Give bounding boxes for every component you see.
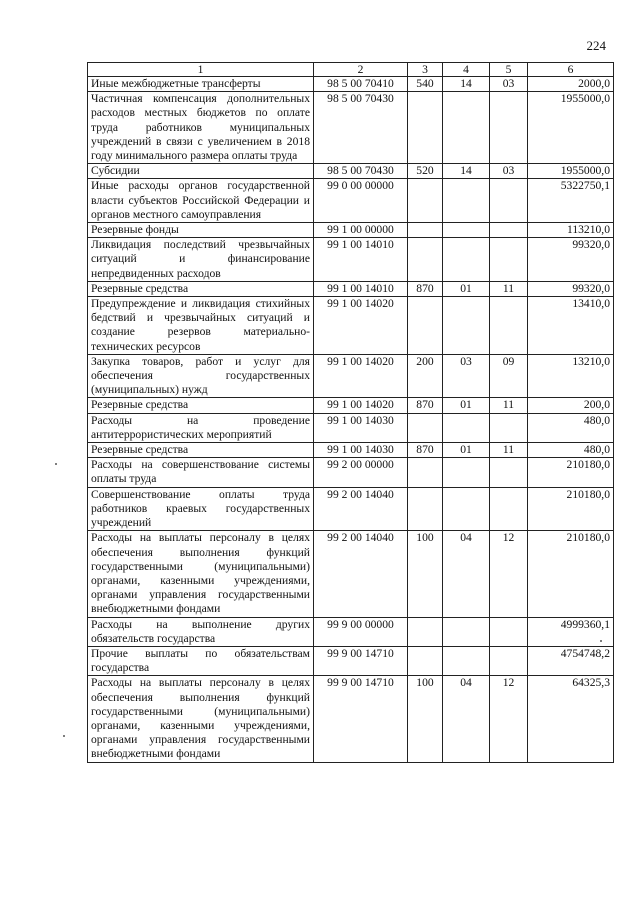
row-col4: 04 [443,531,490,617]
row-col3 [408,179,443,223]
column-header: 3 [408,63,443,77]
row-code: 99 1 00 14030 [314,443,408,458]
column-header: 1 [88,63,314,77]
row-amount: 210180,0 [528,487,614,531]
row-col4 [443,617,490,646]
row-amount: 13410,0 [528,297,614,355]
row-col3: 870 [408,398,443,413]
row-col5 [490,238,528,282]
row-col4 [443,92,490,164]
table-row [88,443,614,458]
row-col3 [408,487,443,531]
table-row [88,617,614,646]
row-amount: 4999360,1 [528,617,614,646]
row-col5 [490,179,528,223]
row-name: Резервные фонды [88,223,314,238]
row-col4: 14 [443,164,490,179]
row-code: 99 0 00 00000 [314,179,408,223]
page-number: 224 [586,38,606,53]
table-row [88,238,614,282]
column-header: 6 [528,63,614,77]
table-row [88,487,614,531]
row-col5: 12 [490,676,528,762]
table-row [88,646,614,675]
row-code: 99 9 00 00000 [314,617,408,646]
row-col3: 870 [408,443,443,458]
row-code: 99 1 00 14030 [314,413,408,442]
row-amount: 64325,3 [528,676,614,762]
table-row [88,458,614,487]
row-code: 99 9 00 14710 [314,646,408,675]
row-amount: 210180,0 [528,531,614,617]
table-row [88,398,614,413]
table-row [88,413,614,442]
table-row [88,297,614,355]
row-col3 [408,223,443,238]
row-col3: 200 [408,354,443,398]
row-col5 [490,413,528,442]
row-name: Расходы на выплаты персоналу в целях обеспечения выполнения функций государственными (муниципальными) органами, казенными учреждениями, органами управления государственными внебюджетными фондами [88,676,314,762]
row-col3: 870 [408,281,443,296]
row-col3: 520 [408,164,443,179]
table-row [88,531,614,617]
row-col3 [408,617,443,646]
row-amount: 210180,0 [528,458,614,487]
row-code: 99 1 00 14010 [314,238,408,282]
row-name: Резервные средства [88,398,314,413]
row-code: 99 2 00 14040 [314,487,408,531]
row-col4 [443,238,490,282]
row-col4 [443,413,490,442]
row-col5: 12 [490,531,528,617]
row-amount: 2000,0 [528,77,614,92]
row-name: Совершенствование оплаты труда работников краевых государственных учреждений [88,487,314,531]
column-header: 2 [314,63,408,77]
row-col5: 11 [490,281,528,296]
table-body [88,77,614,763]
row-code: 99 1 00 14020 [314,398,408,413]
row-col5: 03 [490,77,528,92]
row-col5 [490,617,528,646]
row-name: Расходы на проведение антитеррористических мероприятий [88,413,314,442]
row-name: Ликвидация последствий чрезвычайных ситуаций и финансирование непредвиденных расходов [88,238,314,282]
row-name: Закупка товаров, работ и услуг для обеспечения государственных (муниципальных) нужд [88,354,314,398]
row-code: 99 1 00 14010 [314,281,408,296]
row-amount: 13210,0 [528,354,614,398]
row-code: 99 2 00 00000 [314,458,408,487]
row-code: 98 5 00 70430 [314,92,408,164]
row-col4: 01 [443,398,490,413]
row-code: 98 5 00 70430 [314,164,408,179]
column-header: 5 [490,63,528,77]
table-row [88,354,614,398]
row-name: Расходы на выплаты персоналу в целях обеспечения выполнения функций государственными (муниципальными) органами, казенными учреждениями, органами управления государственными внебюджетными фондами [88,531,314,617]
row-code: 99 1 00 14020 [314,297,408,355]
row-name: Частичная компенсация дополнительных расходов местных бюджетов по оплате труда работников муниципальных учреждений в связи с увеличением в 2018 году минимального размера оплаты труда [88,92,314,164]
row-name: Прочие выплаты по обязательствам государства [88,646,314,675]
row-code: 99 9 00 14710 [314,676,408,762]
row-name: Расходы на совершенствование системы оплаты труда [88,458,314,487]
row-col5 [490,92,528,164]
row-col3 [408,458,443,487]
row-amount: 4754748,2 [528,646,614,675]
column-header: 4 [443,63,490,77]
scan-speck [63,735,65,737]
table-row [88,223,614,238]
row-amount: 480,0 [528,443,614,458]
row-col5: 09 [490,354,528,398]
row-amount: 200,0 [528,398,614,413]
row-col3 [408,646,443,675]
row-code: 99 2 00 14040 [314,531,408,617]
row-amount: 113210,0 [528,223,614,238]
row-amount: 480,0 [528,413,614,442]
table-row [88,676,614,762]
row-col3: 100 [408,676,443,762]
table-row [88,164,614,179]
row-name: Субсидии [88,164,314,179]
row-col5 [490,223,528,238]
header-row [88,63,614,77]
row-col3 [408,92,443,164]
row-col5: 11 [490,443,528,458]
scan-speck [600,640,602,642]
row-col5 [490,458,528,487]
row-col5: 03 [490,164,528,179]
row-name: Иные расходы органов государственной власти субъектов Российской Федерации и органов местного самоуправления [88,179,314,223]
row-col3 [408,297,443,355]
row-amount: 99320,0 [528,281,614,296]
row-col4: 01 [443,281,490,296]
row-col4 [443,646,490,675]
row-col3: 100 [408,531,443,617]
row-amount: 99320,0 [528,238,614,282]
row-col4 [443,179,490,223]
row-col5: 11 [490,398,528,413]
row-col4 [443,458,490,487]
row-code: 99 1 00 00000 [314,223,408,238]
row-col4: 14 [443,77,490,92]
row-amount: 5322750,1 [528,179,614,223]
table-row [88,77,614,92]
row-col4 [443,223,490,238]
row-name: Резервные средства [88,281,314,296]
table-row [88,281,614,296]
row-col5 [490,487,528,531]
row-name: Иные межбюджетные трансферты [88,77,314,92]
table-row [88,92,614,164]
row-name: Предупреждение и ликвидация стихийных бедствий и чрезвычайных ситуаций и создание резервов материально-технических ресурсов [88,297,314,355]
row-col4: 01 [443,443,490,458]
row-code: 98 5 00 70410 [314,77,408,92]
row-col4: 03 [443,354,490,398]
row-col4 [443,297,490,355]
row-col3 [408,413,443,442]
row-code: 99 1 00 14020 [314,354,408,398]
row-amount: 1955000,0 [528,164,614,179]
budget-table [87,62,614,763]
row-col4 [443,487,490,531]
row-name: Резервные средства [88,443,314,458]
row-name: Расходы на выполнение других обязательств государства [88,617,314,646]
table-row [88,179,614,223]
row-col3 [408,238,443,282]
row-amount: 1955000,0 [528,92,614,164]
row-col4: 04 [443,676,490,762]
row-col5 [490,297,528,355]
scan-speck [55,463,57,465]
row-col3: 540 [408,77,443,92]
row-col5 [490,646,528,675]
